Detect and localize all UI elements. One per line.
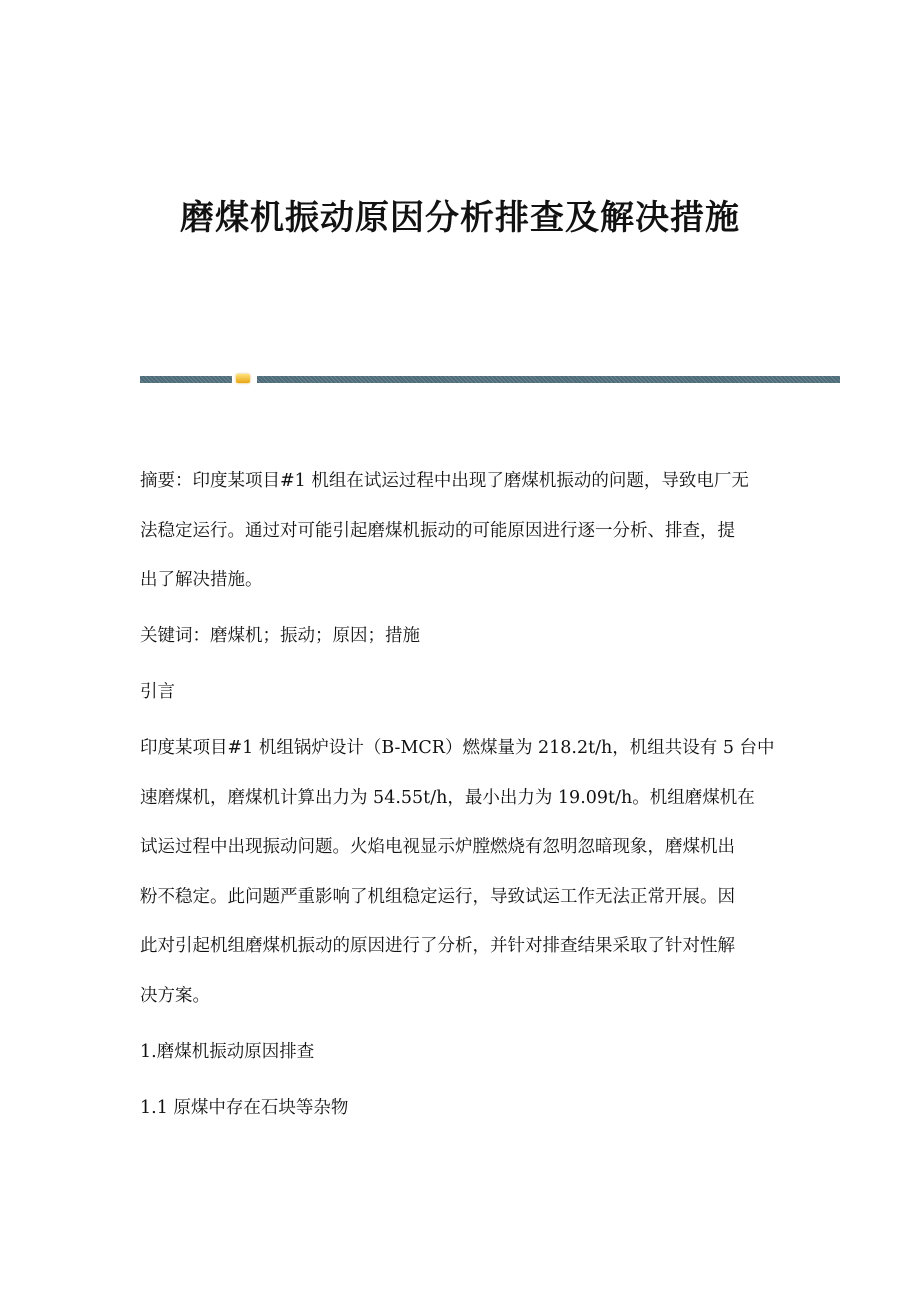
text-line: 速磨煤机，磨煤机计算出力为 54.55t/h，最小出力为 19.09t/h。机组磨煤机在 [140,787,755,808]
text-line: 1.磨煤机振动原因排查 [140,1041,315,1062]
divider-left [140,376,232,383]
text-line: 法稳定运行。通过对可能引起磨煤机振动的可能原因进行逐一分析、排查，提 [140,520,735,541]
divider-right [257,376,840,383]
section-1-heading-paragraph [140,1028,800,1078]
intro-body-paragraph [140,724,800,1021]
text-line: 1.1 原煤中存在石块等杂物 [140,1097,349,1118]
divider-ornament-icon [236,374,250,383]
text-line: 出了解决措施。 [140,570,263,590]
text-line: 试运过程中出现振动问题。火焰电视显示炉膛燃烧有忽明忽暗现象，磨煤机出 [140,837,735,857]
text-line: 此对引起机组磨煤机振动的原因进行了分析，并针对排查结果采取了针对性解 [140,936,735,956]
text-line: 关键词：磨煤机；振动；原因；措施 [140,626,420,646]
intro-heading-paragraph [140,668,800,718]
keywords-paragraph [140,612,800,662]
text-line: 引言 [140,682,175,702]
abstract-paragraph [140,457,800,606]
text-line: 摘要：印度某项目#1 机组在试运过程中出现了磨煤机振动的问题，导致电厂无 [140,471,749,491]
section-1-1-heading-paragraph [140,1084,800,1134]
document-title: 磨煤机振动原因分析排查及解决措施 [180,198,740,238]
document-body [140,457,800,1140]
text-line: 粉不稳定。此问题严重影响了机组稳定运行，导致试运工作无法正常开展。因 [140,886,735,907]
text-line: 印度某项目#1 机组锅炉设计（B-MCR）燃煤量为 218.2t/h，机组共设有 5 台中 [140,738,775,758]
text-line: 决方案。 [140,985,210,1006]
